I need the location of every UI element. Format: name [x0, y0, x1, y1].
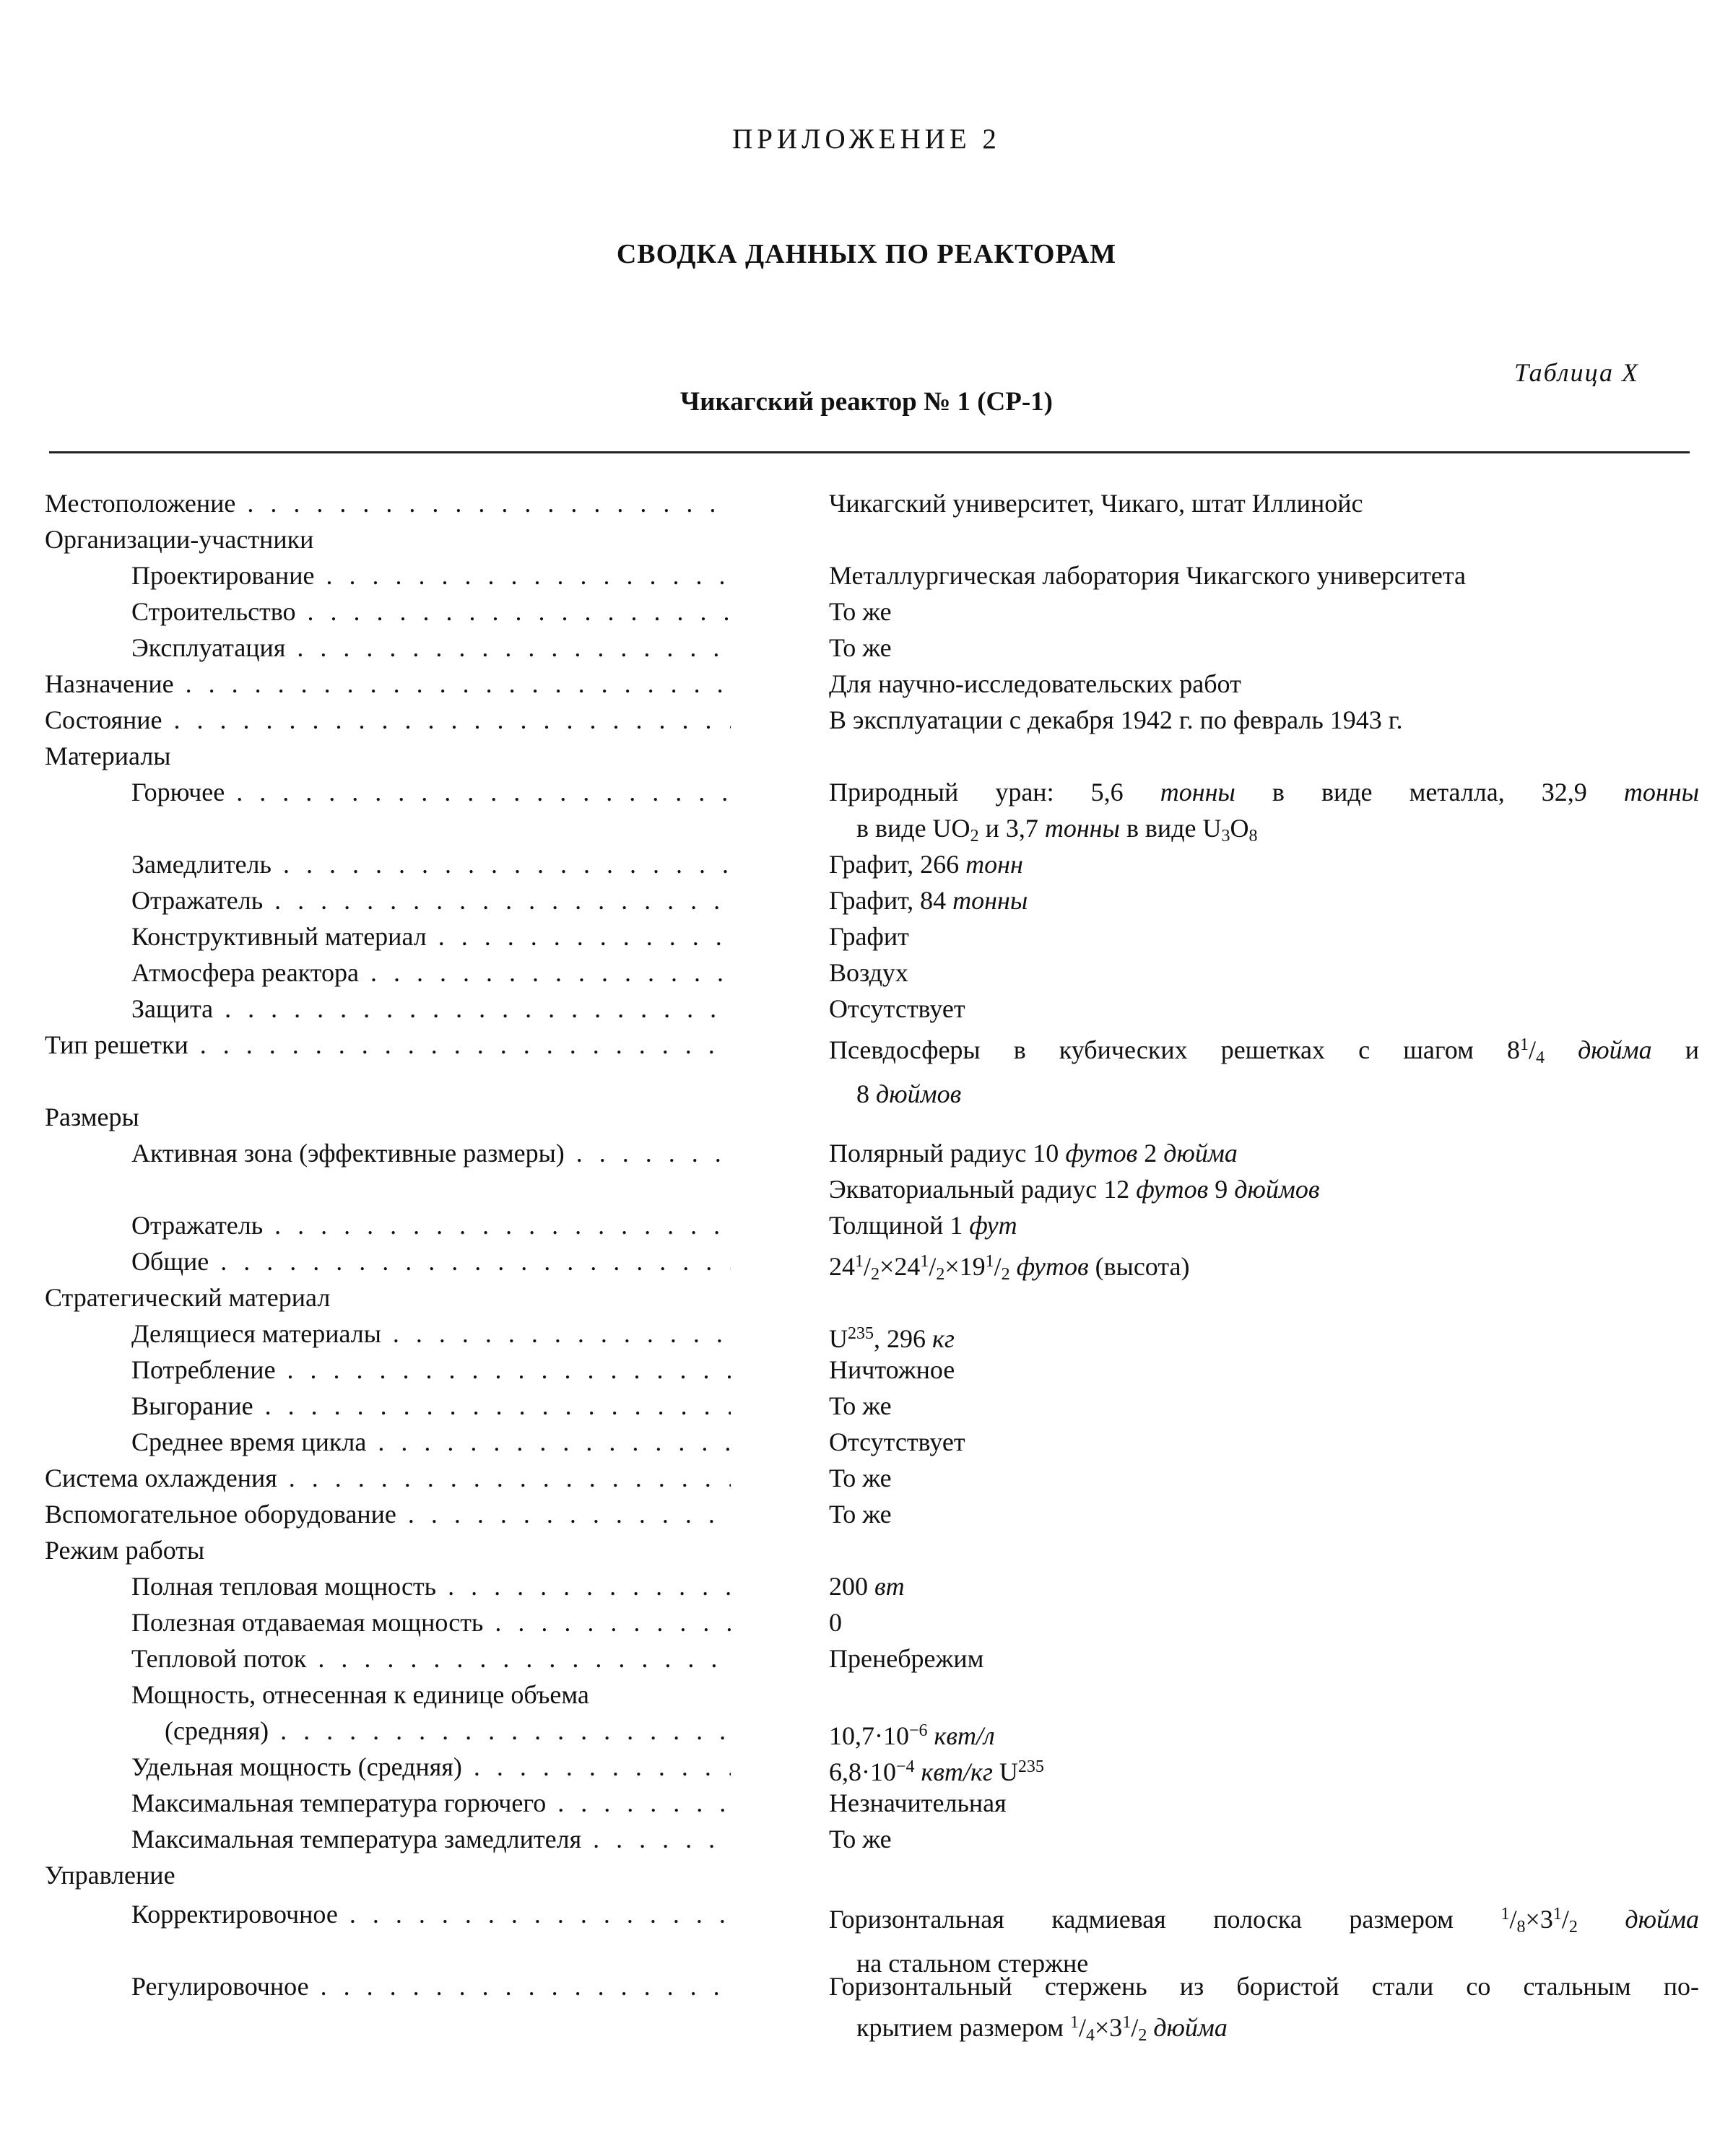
unit-text: футов — [1065, 1139, 1138, 1168]
text-part: Горизонтальный стержень из бористой стали со стальным по- — [829, 1972, 1699, 2001]
row-label: Вспомогательное оборудование . . . — [45, 1496, 731, 1532]
superscript: 235 — [848, 1324, 874, 1343]
row-cycle-time — [0, 1424, 1733, 1460]
row-value — [829, 1749, 1699, 1790]
text-part: в виде металла, 32,9 — [1235, 778, 1624, 807]
row-shielding — [0, 991, 1733, 1027]
row-construction — [0, 594, 1733, 630]
row-consumption — [0, 1352, 1733, 1388]
unit-text: дюйма — [1147, 2013, 1228, 2042]
unit-text: вт — [874, 1572, 905, 1601]
row-value: То же — [829, 1464, 892, 1492]
row-power-density — [0, 1677, 1733, 1749]
fraction-denominator: 2 — [1001, 1265, 1010, 1284]
row-cooling — [0, 1460, 1733, 1496]
row-value: Графит — [829, 922, 909, 951]
section-label: Размеры — [45, 1103, 139, 1131]
fraction-slash: / — [1509, 1905, 1517, 1934]
text-part: ×3 — [1095, 2013, 1123, 2042]
text-part: в виде U — [1119, 814, 1222, 843]
text-part: ×3 — [1525, 1905, 1553, 1934]
row-value: То же — [829, 1500, 892, 1529]
unit-text: квт/кг — [914, 1757, 993, 1786]
row-value: Чикагский университет, Чикаго, штат Иллинойс — [829, 489, 1363, 518]
fraction-numerator: 1 — [1552, 1905, 1562, 1924]
unit-text: тонны — [1160, 778, 1235, 807]
text-part: 24 — [829, 1252, 855, 1281]
row-label: Конструктивный материал . . . — [131, 918, 731, 955]
text-part: Псевдосферы в кубических решетках с шагом 8 — [829, 1035, 1520, 1064]
superscript: 235 — [1017, 1757, 1044, 1776]
fraction-numerator: 1 — [985, 1252, 994, 1271]
row-value — [829, 1968, 1699, 2053]
fraction-denominator: 8 — [1516, 1918, 1526, 1937]
row-label: Защита . . . — [131, 991, 731, 1027]
fraction-numerator: 1 — [1519, 1035, 1529, 1054]
superscript: −6 — [909, 1721, 928, 1740]
row-lattice — [0, 1027, 1733, 1108]
row-reflector — [0, 882, 1733, 918]
fraction-denominator: 2 — [1568, 1918, 1578, 1937]
row-value: Незначительная — [829, 1788, 1007, 1817]
fraction-numerator: 1 — [920, 1252, 929, 1271]
fraction-slash: / — [1078, 2013, 1086, 2042]
text-part: (высота) — [1088, 1252, 1190, 1281]
row-value: То же — [829, 597, 892, 626]
text-part: U — [829, 1324, 848, 1353]
row-label: Система охлаждения . . . — [45, 1460, 731, 1496]
unit-text: фут — [969, 1211, 1017, 1240]
text-part: Горизонтальная кадмиевая полоска размером — [829, 1905, 1501, 1934]
row-label: Регулировочное . . . — [131, 1968, 731, 2004]
subscript: 8 — [1248, 827, 1258, 846]
row-auxiliary — [0, 1496, 1733, 1532]
text-part: 10,7·10 — [829, 1721, 909, 1750]
row-value — [829, 1568, 1699, 1604]
section-label: Режим работы — [45, 1536, 205, 1565]
text-part: Экваториальный радиус 12 — [829, 1175, 1137, 1204]
row-purpose — [0, 666, 1733, 702]
row-value: Для научно-исследовательских работ — [829, 669, 1241, 698]
row-value: Пренебрежим — [829, 1644, 984, 1673]
row-materials — [0, 738, 1733, 774]
header-rule — [49, 451, 1690, 453]
row-value: Ничтожное — [829, 1355, 955, 1384]
row-label: Тип решетки . . . — [45, 1027, 731, 1063]
fraction-slash: / — [864, 1252, 872, 1281]
row-label: Полная тепловая мощность . . . — [131, 1568, 731, 1604]
text-part: , 296 — [874, 1324, 932, 1353]
text-part: Полярный радиус 10 — [829, 1139, 1066, 1168]
row-label: Горючее . . . — [131, 774, 731, 810]
row-design — [0, 557, 1733, 594]
row-regulating — [0, 1968, 1733, 2045]
document-subtitle: СВОДКА ДАННЫХ ПО РЕАКТОРАМ — [616, 239, 1117, 269]
row-label: Местоположение . . . — [45, 485, 731, 521]
row-label: Назначение . . . — [45, 666, 731, 702]
row-overall — [0, 1243, 1733, 1284]
subscript: 3 — [1221, 827, 1230, 846]
row-max-moderator-temp — [0, 1821, 1733, 1857]
row-value — [829, 1713, 1699, 1754]
text-part: U — [992, 1757, 1018, 1786]
fraction-slash: / — [994, 1252, 1002, 1281]
row-value: То же — [829, 633, 892, 662]
text-part: ×19 — [944, 1252, 986, 1281]
unit-text: тонн — [965, 850, 1023, 879]
row-label: Общие . . . — [131, 1243, 731, 1279]
unit-text: дюймов — [876, 1079, 962, 1108]
row-reflector-size — [0, 1207, 1733, 1243]
row-structural-material — [0, 918, 1733, 955]
text-part: в виде UO — [856, 814, 970, 843]
row-strategic-material — [0, 1279, 1733, 1316]
unit-text: дюймов — [1234, 1175, 1320, 1204]
text-part: O — [1230, 814, 1249, 843]
unit-text: дюйма — [1577, 1905, 1699, 1934]
row-heat-flux — [0, 1640, 1733, 1677]
text-part: на стальном стержне — [856, 1949, 1089, 1978]
row-label: Отражатель . . . — [131, 1207, 731, 1243]
text-part: Толщиной 1 — [829, 1211, 970, 1240]
row-value — [829, 882, 1699, 918]
fraction-denominator: 4 — [1535, 1048, 1545, 1067]
row-label: Полезная отдаваемая мощность . . . — [131, 1604, 731, 1640]
row-dimensions — [0, 1099, 1733, 1135]
text-part: 6,8·10 — [829, 1757, 896, 1786]
row-label: Эксплуатация . . . — [131, 630, 731, 666]
subscript: 2 — [970, 827, 979, 846]
row-value — [829, 774, 1699, 854]
fraction-slash: / — [929, 1252, 937, 1281]
fraction-denominator: 2 — [871, 1265, 880, 1284]
section-label: Материалы — [45, 742, 171, 770]
row-fuel — [0, 774, 1733, 846]
row-label: Атмосфера реактора . . . — [131, 955, 731, 991]
section-label: Управление — [45, 1861, 175, 1890]
unit-text: тонны — [1623, 778, 1699, 807]
row-value: Отсутствует — [829, 994, 965, 1023]
row-burnup — [0, 1388, 1733, 1424]
reactor-data-table — [0, 485, 1733, 2045]
row-label: Выгорание . . . — [131, 1388, 731, 1424]
row-label: Активная зона (эффективные размеры) . . . — [131, 1135, 731, 1171]
table-title: Чикагский реактор № 1 (СР-1) — [680, 387, 1053, 417]
row-value: Металлургическая лаборатория Чикагского университета — [829, 561, 1467, 590]
row-organizations — [0, 521, 1733, 557]
row-location — [0, 485, 1733, 521]
fraction-denominator: 4 — [1086, 2026, 1095, 2045]
fraction-numerator: 1 — [1069, 2013, 1079, 2032]
row-value: Воздух — [829, 958, 908, 987]
unit-text: кг — [932, 1324, 955, 1353]
row-label: Максимальная температура горючего . . . — [131, 1785, 731, 1821]
section-label: Стратегический материал — [45, 1283, 331, 1312]
row-specific-power — [0, 1749, 1733, 1785]
unit-text: футов — [1009, 1252, 1089, 1281]
row-label: Удельная мощность (средняя) . . . — [131, 1749, 731, 1785]
row-label: Строительство . . . — [131, 594, 731, 630]
row-label-line2: (средняя) . . . — [131, 1713, 731, 1749]
superscript: −4 — [896, 1757, 915, 1776]
text-part: крытием размером — [856, 2013, 1070, 2042]
row-shim — [0, 1896, 1733, 1978]
row-useful-power — [0, 1604, 1733, 1640]
row-value — [829, 1207, 1699, 1243]
fraction-numerator: 1 — [1500, 1905, 1510, 1924]
row-label: Делящиеся материалы . . . — [131, 1316, 731, 1352]
row-thermal-power — [0, 1568, 1733, 1604]
row-moderator — [0, 846, 1733, 882]
row-label: Потребление . . . — [131, 1352, 731, 1388]
row-label: Максимальная температура замедлителя . . . — [131, 1821, 731, 1857]
row-label-line1: Мощность, отнесенная к единице объема — [131, 1680, 589, 1709]
text-part: 2 — [1137, 1139, 1164, 1168]
fraction-slash: / — [1561, 1905, 1569, 1934]
row-regime — [0, 1532, 1733, 1568]
row-value — [829, 1135, 1699, 1207]
row-value — [829, 846, 1699, 882]
text-part: 200 — [829, 1572, 874, 1601]
row-label: Состояние . . . — [45, 702, 731, 738]
row-label: Тепловой поток . . . — [131, 1640, 731, 1677]
row-label: Замедлитель . . . — [131, 846, 731, 882]
text-part: Графит, 266 — [829, 850, 966, 879]
unit-text: тонны — [1044, 814, 1120, 843]
unit-text: тонны — [952, 886, 1028, 915]
text-part: Графит, 84 — [829, 886, 953, 915]
text-part: и — [1651, 1035, 1699, 1064]
row-value: То же — [829, 1391, 892, 1420]
row-operation — [0, 630, 1733, 666]
row-fissile — [0, 1316, 1733, 1352]
unit-text: футов — [1136, 1175, 1209, 1204]
row-label: Отражатель . . . — [131, 882, 731, 918]
text-part: 9 — [1208, 1175, 1235, 1204]
text-part: и 3,7 — [978, 814, 1045, 843]
table-number-label: Таблица X — [1513, 358, 1639, 387]
unit-text: дюйма — [1163, 1139, 1238, 1168]
row-value — [829, 1316, 1699, 1357]
text-part: 8 — [856, 1079, 876, 1108]
row-label: Среднее время цикла . . . — [131, 1424, 731, 1460]
fraction-numerator: 1 — [855, 1252, 864, 1271]
appendix-heading: ПРИЛОЖЕНИЕ 2 — [732, 123, 1001, 155]
text-part: Природный уран: 5,6 — [829, 778, 1160, 807]
fraction-slash: / — [1528, 1035, 1536, 1064]
fraction-denominator: 2 — [1138, 2026, 1147, 2045]
row-atmosphere — [0, 955, 1733, 991]
unit-text: квт/л — [927, 1721, 995, 1750]
row-max-fuel-temp — [0, 1785, 1733, 1821]
text-part: ×24 — [879, 1252, 921, 1281]
fraction-slash: / — [1131, 2013, 1139, 2042]
row-label: Корректировочное . . . — [131, 1896, 731, 1932]
fraction-numerator: 1 — [1122, 2013, 1132, 2032]
fraction-denominator: 2 — [936, 1265, 945, 1284]
row-status — [0, 702, 1733, 738]
row-value: То же — [829, 1825, 892, 1853]
row-value: Отсутствует — [829, 1427, 965, 1456]
section-label: Организации-участники — [45, 525, 314, 554]
row-value: 0 — [829, 1608, 842, 1637]
row-value: В эксплуатации с декабря 1942 г. по февраль 1943 г. — [829, 705, 1403, 734]
unit-text: дюйма — [1578, 1035, 1652, 1064]
row-label: Проектирование . . . — [131, 557, 731, 594]
row-core — [0, 1135, 1733, 1207]
row-control — [0, 1857, 1733, 1893]
